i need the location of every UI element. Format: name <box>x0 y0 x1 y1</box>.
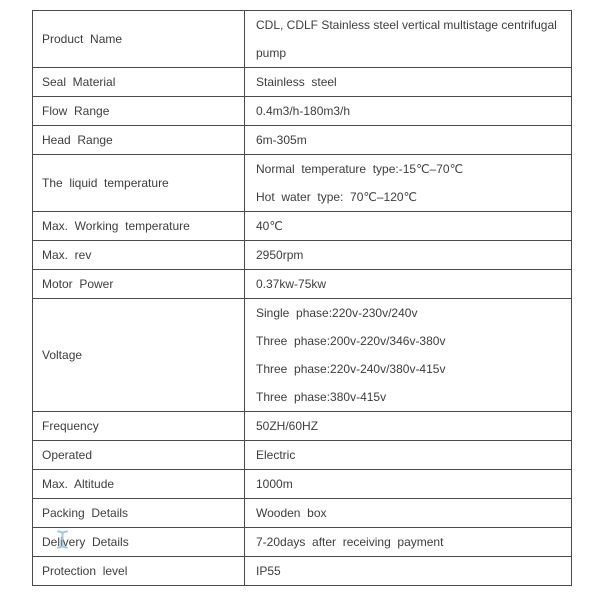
row-value-line: 6m-305m <box>256 133 307 147</box>
table-row-flow-range <box>33 97 571 126</box>
row-value-line: 7-20days after receiving payment <box>256 535 444 549</box>
table-row-motor-power <box>33 270 571 299</box>
table-row-delivery-details <box>33 528 571 557</box>
row-label: Packing Details <box>33 499 245 527</box>
row-label: Seal Material <box>33 68 245 96</box>
row-value <box>245 155 571 211</box>
row-value <box>245 241 571 269</box>
row-value-line: 40℃ <box>256 219 283 233</box>
row-value-line: 0.37kw-75kw <box>256 277 327 291</box>
row-value <box>245 270 571 298</box>
table-row-max-working-temperature <box>33 212 571 241</box>
table-row-max-altitude <box>33 470 571 499</box>
spec-table <box>32 10 572 586</box>
row-label: Head Range <box>33 126 245 154</box>
row-value <box>245 212 571 240</box>
row-value-line: Normal temperature type:-15℃–70℃ <box>256 162 464 176</box>
row-value <box>245 412 571 440</box>
row-label: Flow Range <box>33 97 245 125</box>
row-value-line: 2950rpm <box>256 248 304 262</box>
row-value <box>245 126 571 154</box>
row-value <box>245 441 571 469</box>
table-row-seal-material <box>33 68 571 97</box>
row-value-line: 50ZH/60HZ <box>256 419 319 433</box>
row-value-line: CDL, CDLF Stainless steel vertical multistage centrifugal pump <box>256 18 561 60</box>
row-value-line: 0.4m3/h-180m3/h <box>256 104 351 118</box>
row-value-line: Single phase:220v-230v/240v <box>256 306 418 320</box>
row-value <box>245 68 571 96</box>
row-value <box>245 528 571 556</box>
row-value <box>245 499 571 527</box>
row-label: Operated <box>33 441 245 469</box>
table-row-operated <box>33 441 571 470</box>
row-value <box>245 470 571 498</box>
table-row-max-rev <box>33 241 571 270</box>
row-value <box>245 299 571 411</box>
row-value-line: 1000m <box>256 477 293 491</box>
row-label: Frequency <box>33 412 245 440</box>
row-value-line: Three phase:380v-415v <box>256 390 387 404</box>
table-row-liquid-temperature <box>33 155 571 212</box>
row-value-line: Three phase:220v-240v/380v-415v <box>256 362 446 376</box>
row-label: Delivery Details <box>33 528 245 556</box>
row-label: Protection level <box>33 557 245 585</box>
table-row-packing-details <box>33 499 571 528</box>
table-row-protection-level <box>33 557 571 585</box>
row-value-line: Electric <box>256 448 296 462</box>
row-value-line: Wooden box <box>256 506 327 520</box>
row-value <box>245 97 571 125</box>
row-value-line: Hot water type: 70℃–120℃ <box>256 190 418 204</box>
row-value-line: Stainless steel <box>256 75 337 89</box>
row-value <box>245 11 571 67</box>
row-label: Max. Altitude <box>33 470 245 498</box>
row-label: Product Name <box>33 11 245 67</box>
row-label: Voltage <box>33 299 245 411</box>
row-label: The liquid temperature <box>33 155 245 211</box>
table-row-product-name <box>33 11 571 68</box>
table-row-frequency <box>33 412 571 441</box>
row-label: Motor Power <box>33 270 245 298</box>
row-label: Max. Working temperature <box>33 212 245 240</box>
row-value-line: Three phase:200v-220v/346v-380v <box>256 334 446 348</box>
table-row-head-range <box>33 126 571 155</box>
table-row-voltage <box>33 299 571 412</box>
row-value-line: IP55 <box>256 564 281 578</box>
row-value <box>245 557 571 585</box>
row-label: Max. rev <box>33 241 245 269</box>
